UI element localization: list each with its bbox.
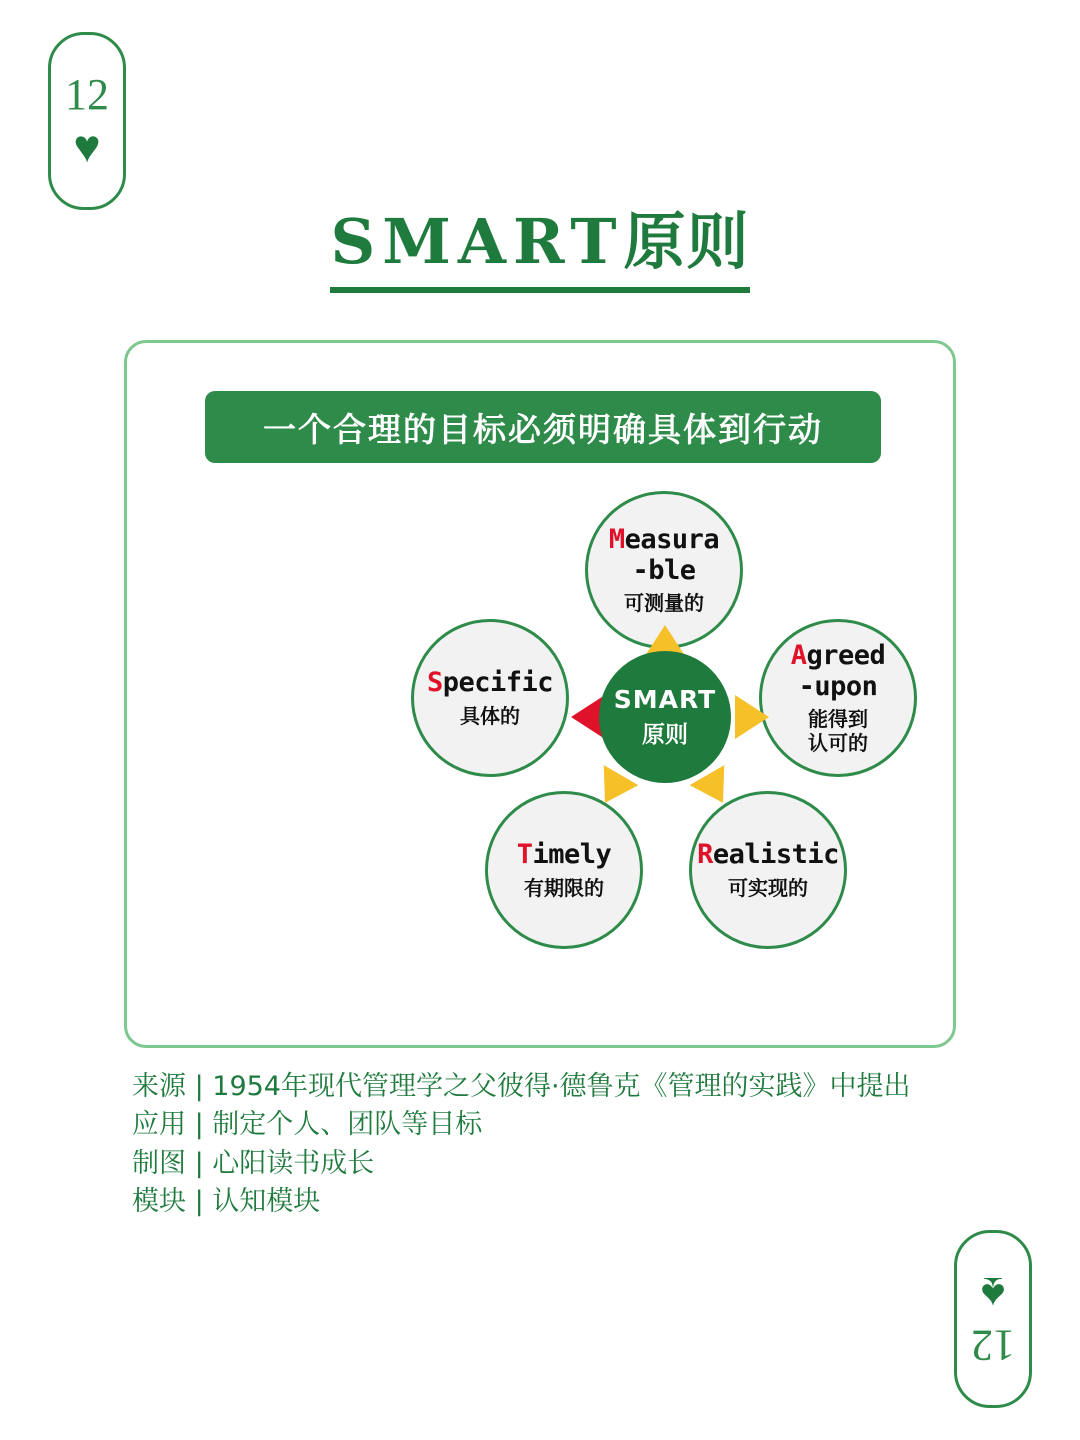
card-corner-inner <box>65 70 109 172</box>
page-title-wrap <box>0 192 1080 293</box>
page-title-en: SMART <box>330 205 624 278</box>
node-agreed-upon[interactable] <box>759 619 917 777</box>
node-realistic-cn: 可实现的 <box>728 875 808 900</box>
footer-source: 来源 | 1954年现代管理学之父彼得·德鲁克《管理的实践》中提出 <box>132 1071 911 1102</box>
node-timely[interactable] <box>485 791 643 949</box>
card-number: 12 <box>971 1321 1015 1370</box>
card-corner-bottom-right <box>954 1230 1032 1408</box>
node-agreed-upon-en: Agreed -upon <box>790 640 886 702</box>
footer-module: 模块 | 认知模块 <box>132 1185 321 1217</box>
card-number: 12 <box>65 70 109 119</box>
footer-application: 应用 | 制定个人、团队等目标 <box>132 1109 483 1141</box>
footer <box>132 1068 992 1221</box>
node-timely-cn: 有期限的 <box>524 875 604 900</box>
smart-diagram <box>127 473 959 1043</box>
footer-author: 制图 | 心阳读书成长 <box>132 1147 375 1179</box>
node-specific-cn: 具体的 <box>460 703 520 728</box>
page-title-cn: 原则 <box>623 205 750 278</box>
spade-icon: ♠ <box>980 1268 1006 1320</box>
node-realistic[interactable] <box>689 791 847 949</box>
card-corner-top-left <box>48 32 126 210</box>
diagram-panel <box>124 340 956 1048</box>
card-corner-inner <box>971 1268 1015 1370</box>
banner-text: 一个合理的目标必须明确具体到行动 <box>263 409 823 449</box>
node-realistic-en: Realistic <box>697 839 839 871</box>
center-node[interactable] <box>599 651 731 783</box>
node-timely-en: Timely <box>516 839 612 871</box>
node-measurable-cn: 可测量的 <box>624 590 704 615</box>
center-node-cn: 原则 <box>642 722 688 748</box>
node-agreed-upon-cn: 能得到 认可的 <box>808 706 868 755</box>
node-specific-en: Specific <box>426 667 554 699</box>
node-specific[interactable] <box>411 619 569 777</box>
node-measurable-en: Measura -ble <box>608 524 720 586</box>
banner <box>205 391 881 463</box>
page-title <box>330 192 749 293</box>
heart-icon: ♥ <box>73 120 101 172</box>
center-node-en: SMART <box>613 685 717 714</box>
arrow-right-icon <box>735 695 769 739</box>
